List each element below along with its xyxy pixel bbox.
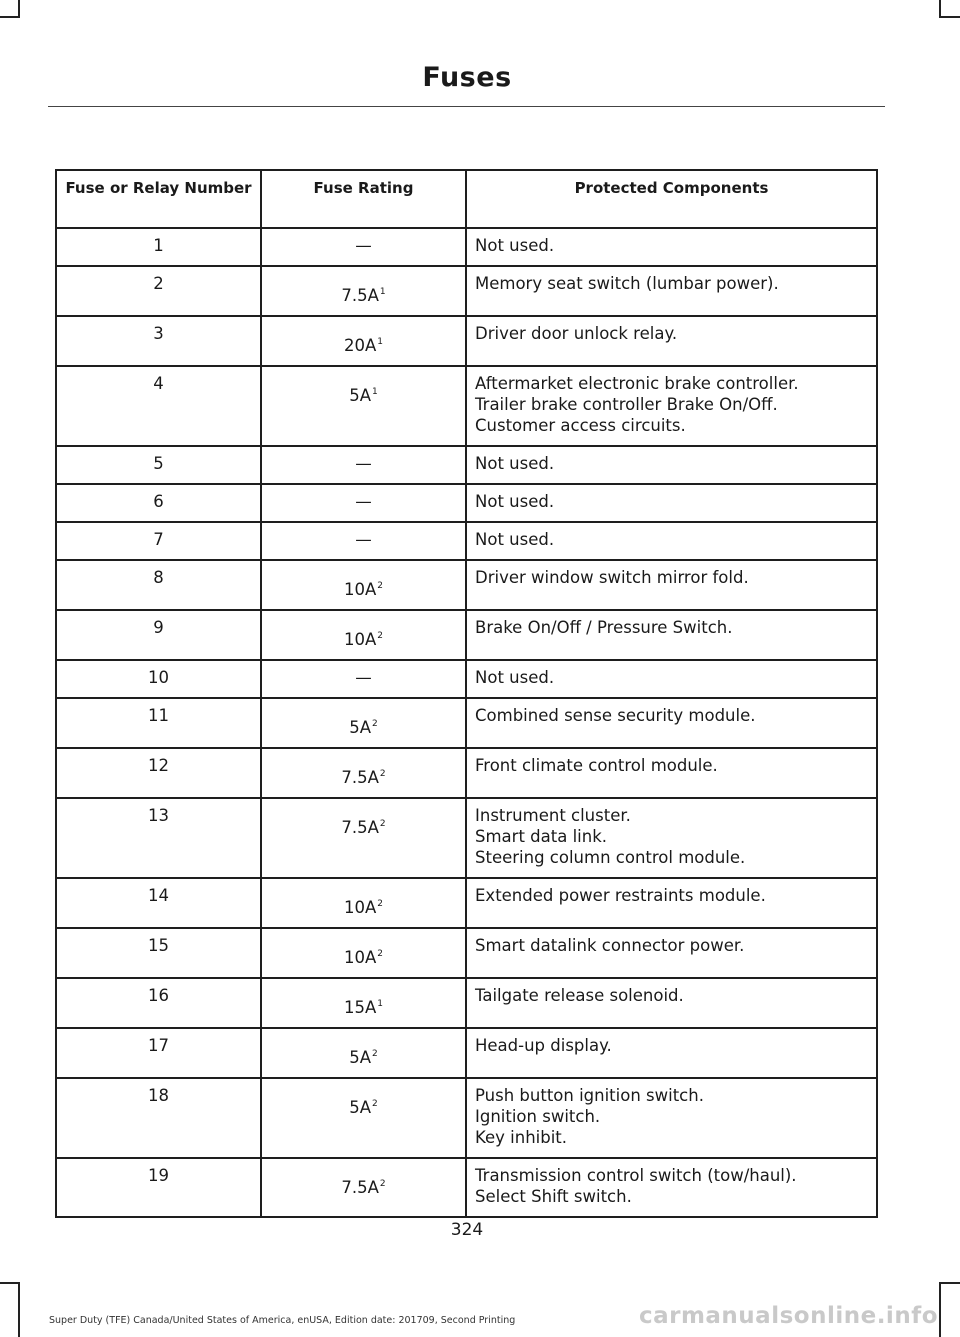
table-row [56,316,877,366]
component-line: Aftermarket electronic brake controller. [475,374,799,393]
fuse-rating-cell [261,1028,466,1078]
fuse-number-cell: 9 [56,610,261,660]
fuse-number-cell: 14 [56,878,261,928]
component-line: Not used. [475,236,555,255]
fuse-rating-value: 5A [349,718,372,737]
footnote-marker: 2 [379,1179,386,1189]
component-line: Select Shift switch. [475,1187,632,1206]
fuse-number-cell: 16 [56,978,261,1028]
component-line: Not used. [475,492,555,511]
fuse-rating-cell [261,1078,466,1158]
page-number: 324 [450,1220,484,1240]
fuse-rating-cell [261,928,466,978]
fuse-rating-cell [261,228,466,266]
footnote-marker: 2 [377,949,384,959]
protected-components-cell [466,484,877,522]
fuse-rating-value: 10A [343,580,377,599]
fuse-rating-value: 7.5A [341,1178,379,1197]
fuse-rating-cell [261,978,466,1028]
table-row [56,660,877,698]
footnote-marker: 2 [377,899,384,909]
crop-mark [18,0,20,16]
fuse-rating-value: — [355,454,372,473]
fuse-table-body [56,228,877,1217]
table-row [56,484,877,522]
component-line: Instrument cluster. [475,806,631,825]
crop-mark [939,0,941,16]
fuse-rating-value: 7.5A [341,768,379,787]
footer-edition-text: Super Duty (TFE) Canada/United States of America, enUSA, Edition date: 201709, Second Printing [49,1315,516,1326]
table-row [56,1028,877,1078]
component-line: Driver door unlock relay. [475,324,678,343]
fuse-rating-value: 10A [343,630,377,649]
protected-components-cell [466,1158,877,1217]
footnote-marker: 2 [372,1099,378,1109]
crop-mark [0,1282,20,1284]
table-row [56,366,877,446]
fuse-number-cell: 7 [56,522,261,560]
fuse-number-cell: 15 [56,928,261,978]
component-line: Smart data link. [475,827,607,846]
crop-mark [939,1282,960,1284]
component-line: Key inhibit. [475,1128,568,1147]
protected-components-cell [466,1028,877,1078]
protected-components-cell [466,1078,877,1158]
fuse-rating-cell [261,266,466,316]
fuse-rating-cell [261,560,466,610]
fuse-number-cell: 1 [56,228,261,266]
footnote-marker: 1 [377,999,384,1009]
fuse-number-cell: 12 [56,748,261,798]
component-line: Customer access circuits. [475,416,686,435]
table-row [56,698,877,748]
protected-components-cell [466,366,877,446]
table-row [56,928,877,978]
fuse-rating-cell [261,798,466,878]
table-row [56,522,877,560]
title-divider [48,106,885,107]
table-row [56,560,877,610]
protected-components-cell [466,698,877,748]
component-line: Brake On/Off / Pressure Switch. [475,618,733,637]
fuse-number-cell: 6 [56,484,261,522]
fuse-number-cell: 5 [56,446,261,484]
header-protected-components: Protected Components [466,170,877,228]
fuse-number-cell: 18 [56,1078,261,1158]
footnote-marker: 2 [372,1049,378,1059]
header-fuse-rating: Fuse Rating [261,170,466,228]
footnote-marker: 2 [377,581,384,591]
protected-components-cell [466,798,877,878]
fuse-rating-value: — [355,668,372,687]
fuse-rating-value: — [355,530,372,549]
crop-mark [939,16,960,18]
fuse-rating-cell [261,610,466,660]
table-row [56,610,877,660]
protected-components-cell [466,266,877,316]
fuse-number-cell: 17 [56,1028,261,1078]
component-line: Steering column control module. [475,848,746,867]
component-line: Trailer brake controller Brake On/Off. [475,395,778,414]
footnote-marker: 1 [379,287,386,297]
protected-components-cell [466,316,877,366]
fuse-rating-value: 7.5A [341,818,379,837]
fuse-number-cell: 19 [56,1158,261,1217]
table-row [56,446,877,484]
crop-mark [939,1282,941,1337]
watermark-logo: carmanualsonline.info [638,1303,938,1329]
component-line: Ignition switch. [475,1107,601,1126]
component-line: Extended power restraints module. [475,886,766,905]
fuse-rating-cell [261,316,466,366]
protected-components-cell [466,928,877,978]
table-row [56,978,877,1028]
protected-components-cell [466,748,877,798]
protected-components-cell [466,610,877,660]
component-line: Not used. [475,668,555,687]
fuse-rating-cell [261,698,466,748]
footnote-marker: 2 [379,819,386,829]
table-row [56,266,877,316]
fuse-rating-value: — [355,236,372,255]
fuse-number-cell: 8 [56,560,261,610]
fuse-number-cell: 11 [56,698,261,748]
table-row [56,1158,877,1217]
fuse-rating-cell [261,660,466,698]
fuse-rating-value: — [355,492,372,511]
fuse-rating-cell [261,366,466,446]
fuse-rating-cell [261,878,466,928]
component-line: Combined sense security module. [475,706,756,725]
component-line: Tailgate release solenoid. [475,986,684,1005]
component-line: Not used. [475,530,555,549]
table-header-row [56,170,877,228]
component-line: Front climate control module. [475,756,718,775]
protected-components-cell [466,878,877,928]
fuse-number-cell: 13 [56,798,261,878]
protected-components-cell [466,660,877,698]
fuse-rating-value: 7.5A [341,286,379,305]
footnote-marker: 1 [372,387,378,397]
component-line: Push button ignition switch. [475,1086,704,1105]
protected-components-cell [466,228,877,266]
fuse-rating-cell [261,446,466,484]
protected-components-cell [466,522,877,560]
fuse-rating-cell [261,748,466,798]
table-row [56,1078,877,1158]
component-line: Not used. [475,454,555,473]
fuse-number-cell: 2 [56,266,261,316]
footnote-marker: 1 [377,337,384,347]
fuse-rating-value: 5A [349,1098,372,1117]
crop-mark [18,1282,20,1337]
footnote-marker: 2 [379,769,386,779]
table-row [56,748,877,798]
component-line: Head-up display. [475,1036,612,1055]
table-row [56,228,877,266]
crop-mark [0,16,20,18]
protected-components-cell [466,446,877,484]
table-row [56,798,877,878]
fuse-rating-value: 5A [349,386,372,405]
page-title: Fuses [422,62,512,93]
fuse-rating-value: 20A [343,336,377,355]
table-row [56,878,877,928]
fuse-rating-cell [261,1158,466,1217]
component-line: Transmission control switch (tow/haul). [475,1166,797,1185]
component-line: Memory seat switch (lumbar power). [475,274,779,293]
fuse-rating-value: 10A [343,898,377,917]
fuse-table [55,169,878,1218]
fuse-rating-cell [261,522,466,560]
fuse-rating-cell [261,484,466,522]
fuse-rating-value: 5A [349,1048,372,1067]
fuse-number-cell: 10 [56,660,261,698]
fuse-number-cell: 4 [56,366,261,446]
fuse-rating-value: 15A [343,998,377,1017]
footnote-marker: 2 [377,631,384,641]
protected-components-cell [466,560,877,610]
header-fuse-number: Fuse or Relay Number [56,170,261,228]
fuse-number-cell: 3 [56,316,261,366]
component-line: Smart datalink connector power. [475,936,745,955]
protected-components-cell [466,978,877,1028]
fuse-rating-value: 10A [343,948,377,967]
component-line: Driver window switch mirror fold. [475,568,749,587]
footnote-marker: 2 [372,719,378,729]
